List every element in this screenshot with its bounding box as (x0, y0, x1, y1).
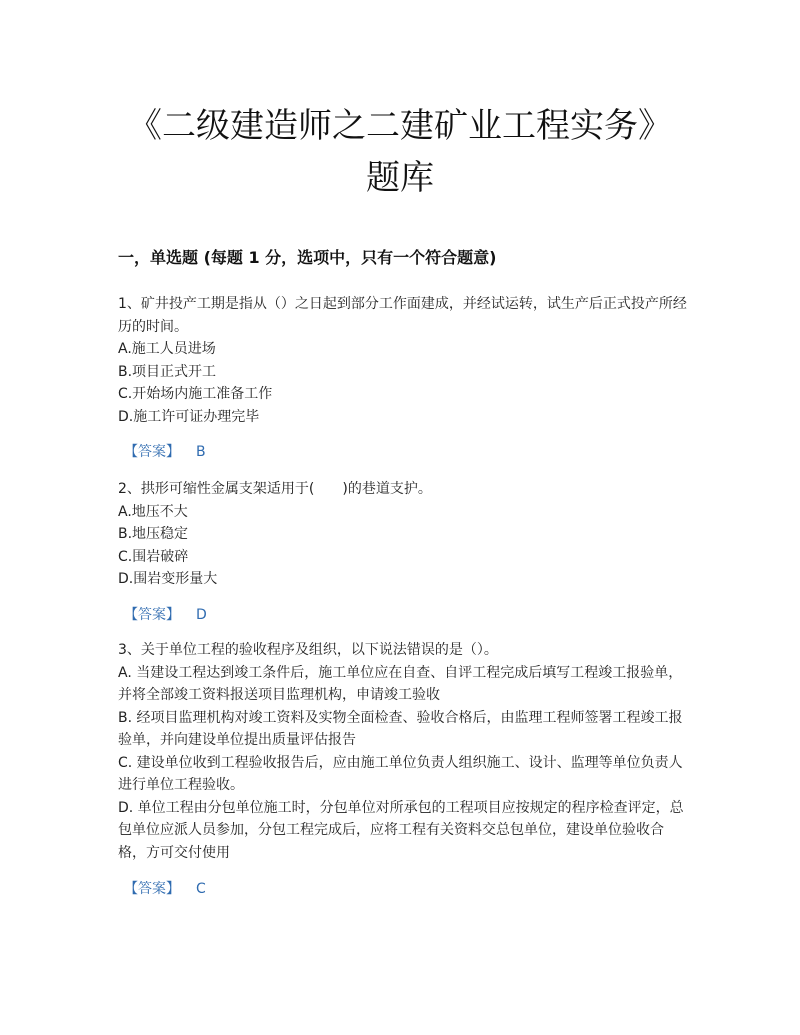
option-c: C.围岩破碎 (118, 548, 189, 565)
answer-label: 【答案】 (124, 444, 180, 460)
answer-value: C (196, 881, 206, 897)
question-1 (118, 293, 688, 428)
option-d: D. 单位工程由分包单位施工时，分包单位对所承包的工程项目应按规定的程序检查评定，总包单位应派人员参加，分包工程完成后，应将工程有关资料交总包单位，建设单位验收合格，方可交付使用 (118, 799, 684, 861)
question-stem: 1、矿井投产工期是指从（）之日起到部分工作面建成，并经试运转，试生产后正式投产所经历的时间。 (118, 296, 687, 335)
option-c: C. 建设单位收到工程验收报告后，应由施工单位负责人组织施工、设计、监理等单位负责人进行单位工程验收。 (118, 754, 683, 793)
option-a: A. 当建设工程达到竣工条件后，施工单位应在自查、自评工程完成后填写工程竣工报验单，并将全部竣工资料报送项目监理机构，申请竣工验收 (118, 664, 683, 703)
answer-2 (124, 604, 207, 626)
option-b: B.项目正式开工 (118, 363, 217, 380)
option-b: B.地压稳定 (118, 526, 189, 542)
answer-label: 【答案】 (124, 881, 180, 897)
answer-1 (124, 441, 206, 463)
answer-value: B (196, 444, 206, 460)
option-c: C.开始场内施工准备工作 (118, 386, 273, 402)
question-stem: 3、关于单位工程的验收程序及组织，以下说法错误的是（）。 (118, 642, 498, 658)
option-a: A.地压不大 (118, 503, 188, 520)
answer-label: 【答案】 (124, 607, 180, 623)
option-d: D.施工许可证办理完毕 (118, 408, 260, 425)
question-2 (118, 478, 688, 591)
document-title (0, 100, 800, 204)
option-b: B. 经项目监理机构对竣工资料及实物全面检查、验收合格后，由监理工程师签署工程竣工报验单，并向建设单位提出质量评估报告 (118, 709, 683, 748)
section-heading: 一，单选题 (每题 1 分，选项中，只有一个符合题意) (118, 248, 497, 267)
question-3 (118, 639, 688, 864)
title-line-1: 《二级建造师之二建矿业工程实务》 (128, 106, 672, 146)
title-line-2: 题库 (366, 158, 434, 198)
answer-3 (124, 878, 206, 900)
question-stem: 2、拱形可缩性金属支架适用于( )的巷道支护。 (118, 481, 432, 497)
answer-value: D (196, 607, 207, 623)
option-d: D.围岩变形量大 (118, 571, 218, 587)
option-a: A.施工人员进场 (118, 341, 216, 357)
